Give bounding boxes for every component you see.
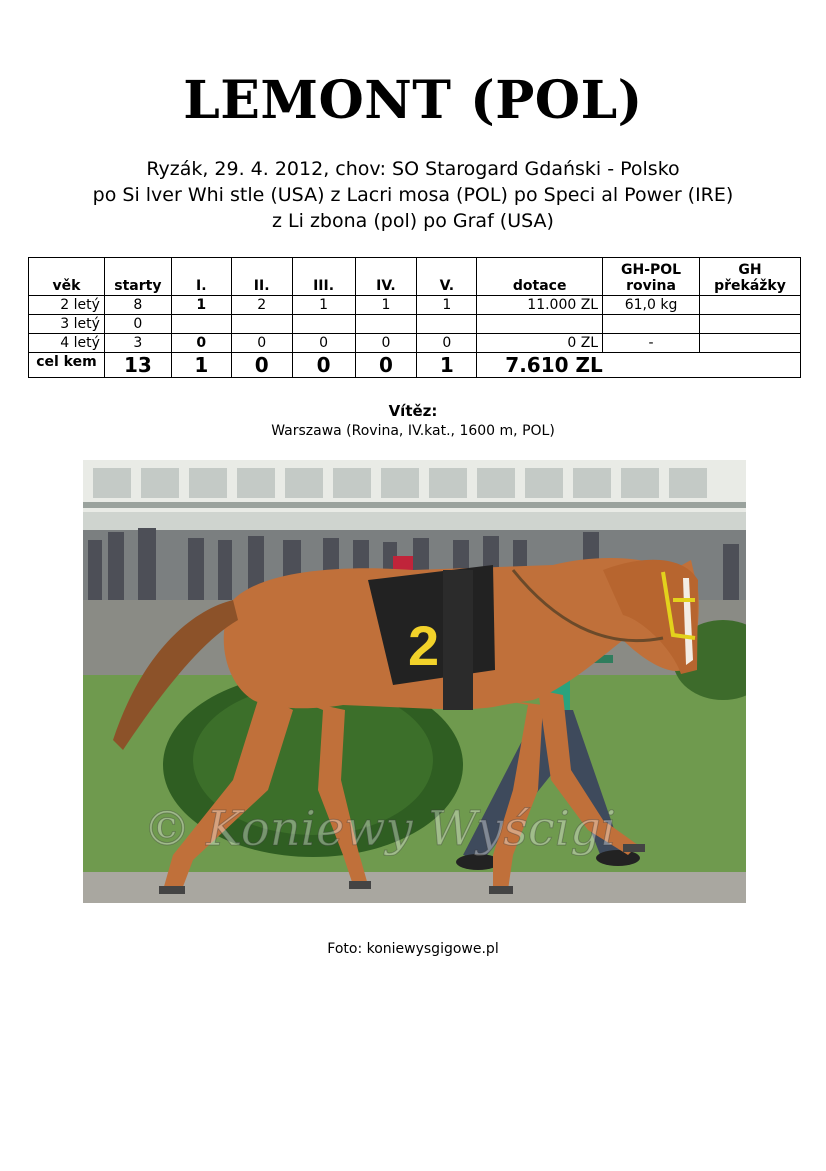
col-header-gh: GH překážky	[699, 258, 800, 296]
col-header-age: věk	[29, 258, 105, 296]
cell-second: 0	[231, 334, 292, 353]
col-header-starts: starty	[104, 258, 171, 296]
table-header-row	[29, 258, 801, 296]
cell-first: 1	[171, 296, 231, 315]
col-header-second: II.	[231, 258, 292, 296]
cell-prize	[477, 315, 603, 334]
cell-age: 4 letý	[29, 334, 105, 353]
cell-fifth	[417, 315, 477, 334]
col-header-fourth: IV.	[355, 258, 417, 296]
cell-total-starts: 13	[104, 353, 171, 378]
cell-fourth: 0	[355, 334, 417, 353]
cell-total-fourth: 0	[355, 353, 417, 378]
col-header-gh-pol: GH-POL rovina	[603, 258, 700, 296]
cell-prize: 0 ZL	[477, 334, 603, 353]
table-row	[29, 315, 801, 334]
cell-total-label: cel kem	[29, 353, 105, 378]
cell-age: 2 letý	[29, 296, 105, 315]
cell-fourth	[355, 315, 417, 334]
horse-info-line: Ryzák, 29. 4. 2012, chov: SO Starogard Gdański - Polsko	[146, 158, 680, 180]
cell-gh-pol: -	[603, 334, 700, 353]
cell-gh	[699, 315, 800, 334]
cell-second	[231, 315, 292, 334]
race-record-table	[28, 257, 801, 378]
cell-gh-pol	[603, 315, 700, 334]
col-header-first: I.	[171, 258, 231, 296]
cell-starts: 0	[104, 315, 171, 334]
photo-watermark: © Koniewy Wyścigi	[143, 801, 617, 857]
cell-fifth: 1	[417, 296, 477, 315]
cell-first: 0	[171, 334, 231, 353]
table-total-row	[29, 353, 801, 378]
photo-caption: Foto: koniewysgigowe.pl	[327, 941, 499, 957]
cell-prize: 11.000 ZL	[477, 296, 603, 315]
cell-third: 1	[292, 296, 355, 315]
cell-gh	[699, 334, 800, 353]
cell-age: 3 letý	[29, 315, 105, 334]
cell-gh	[699, 296, 800, 315]
winner-heading: Vítěz:	[388, 402, 438, 420]
col-header-fifth: V.	[417, 258, 477, 296]
col-header-third: III.	[292, 258, 355, 296]
table-row	[29, 334, 801, 353]
horse-name-title: LEMONT (POL)	[183, 70, 643, 131]
cell-total-fifth: 1	[417, 353, 477, 378]
cell-third	[292, 315, 355, 334]
cell-total-prize: 7.610 ZL	[477, 353, 801, 378]
pedigree-line-2: z Li zbona (pol) po Graf (USA)	[272, 210, 554, 232]
cell-total-first: 1	[171, 353, 231, 378]
cell-fifth: 0	[417, 334, 477, 353]
cell-second: 2	[231, 296, 292, 315]
cell-total-second: 0	[231, 353, 292, 378]
saddle-number: 2	[408, 614, 440, 677]
col-header-prize: dotace	[477, 258, 603, 296]
cell-gh-pol: 61,0 kg	[603, 296, 700, 315]
cell-starts: 3	[104, 334, 171, 353]
cell-fourth: 1	[355, 296, 417, 315]
cell-third: 0	[292, 334, 355, 353]
winner-race: Warszawa (Rovina, IV.kat., 1600 m, POL)	[271, 423, 555, 439]
cell-total-third: 0	[292, 353, 355, 378]
horse-photo	[83, 460, 746, 903]
cell-first	[171, 315, 231, 334]
table-row	[29, 296, 801, 315]
pedigree-line: po Si lver Whi stle (USA) z Lacri mosa (POL) po Speci al Power (IRE)	[92, 184, 734, 206]
cell-starts: 8	[104, 296, 171, 315]
